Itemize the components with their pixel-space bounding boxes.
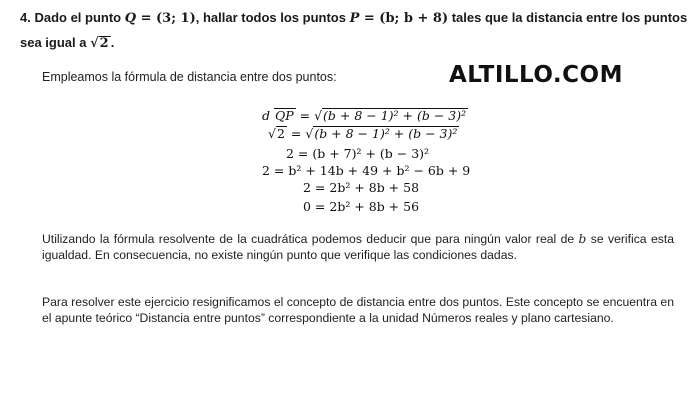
sqrt-symbol: √ [314, 108, 323, 123]
point-q-value: = (3; 1) [136, 11, 196, 26]
sqrt-symbol: √ [90, 36, 99, 51]
equation-2-lhs: 2 [276, 126, 285, 141]
conclusion-part-b: se verifica esta igualdad. En consecuencia, no existe ningún punto que verifique las condiciones dadas. [42, 232, 675, 262]
equation-6: 0 = 2b² + 8b + 56 [303, 199, 420, 214]
equation-1-radicand: (b + 8 − 1)² + (b − 3)² [323, 108, 467, 123]
equation-2-equals: = [286, 126, 306, 141]
problem-text-c: tales que la distancia entre los puntos sea igual a [20, 10, 688, 50]
problem-text-a: Dado el punto [30, 10, 125, 25]
point-q-name: Q [124, 11, 137, 26]
problem-statement [20, 6, 692, 56]
conclusion-paragraph [42, 231, 674, 263]
point-p-name: P [349, 11, 360, 26]
problem-text-end: . [110, 35, 115, 50]
conclusion-part-a: Utilizando la fórmula resolvente de la cuadrática podemos deducir que para ningún valor real de [42, 232, 579, 246]
problem-text-b: , hallar todos los puntos [195, 10, 350, 25]
sqrt-argument: 2 [99, 36, 109, 51]
equation-5: 2 = 2b² + 8b + 58 [303, 180, 420, 195]
equation-4: 2 = b² + 14b + 49 + b² − 6b + 9 [262, 163, 471, 178]
sqrt-symbol: √ [268, 126, 276, 141]
reference-paragraph: Para resolver este ejercicio resignificamos el concepto de distancia entre dos puntos. Este concepto se encuentra en el apunte teórico “Distancia entre puntos” correspondiente a la unidad Números reales y plano cartesiano. [42, 295, 674, 325]
equation-3: 2 = (b + 7)² + (b − 3)² [286, 146, 430, 161]
problem-number: 4. [20, 10, 31, 25]
point-p-value: = (b; b + 8) [359, 11, 449, 26]
equation-1-d: d [262, 108, 274, 123]
equation-2-radicand: (b + 8 − 1)² + (b − 3)² [314, 126, 458, 141]
intro-text: Empleamos la fórmula de distancia entre dos puntos: [42, 70, 337, 84]
conclusion-variable: b [578, 232, 587, 246]
equation-2 [268, 126, 459, 141]
equation-1 [262, 108, 468, 123]
watermark-logo: ALTILLO.COM [449, 62, 623, 88]
equation-1-equals: = [295, 108, 315, 123]
equation-1-qp: QP [274, 108, 294, 123]
sqrt-symbol: √ [305, 126, 314, 141]
